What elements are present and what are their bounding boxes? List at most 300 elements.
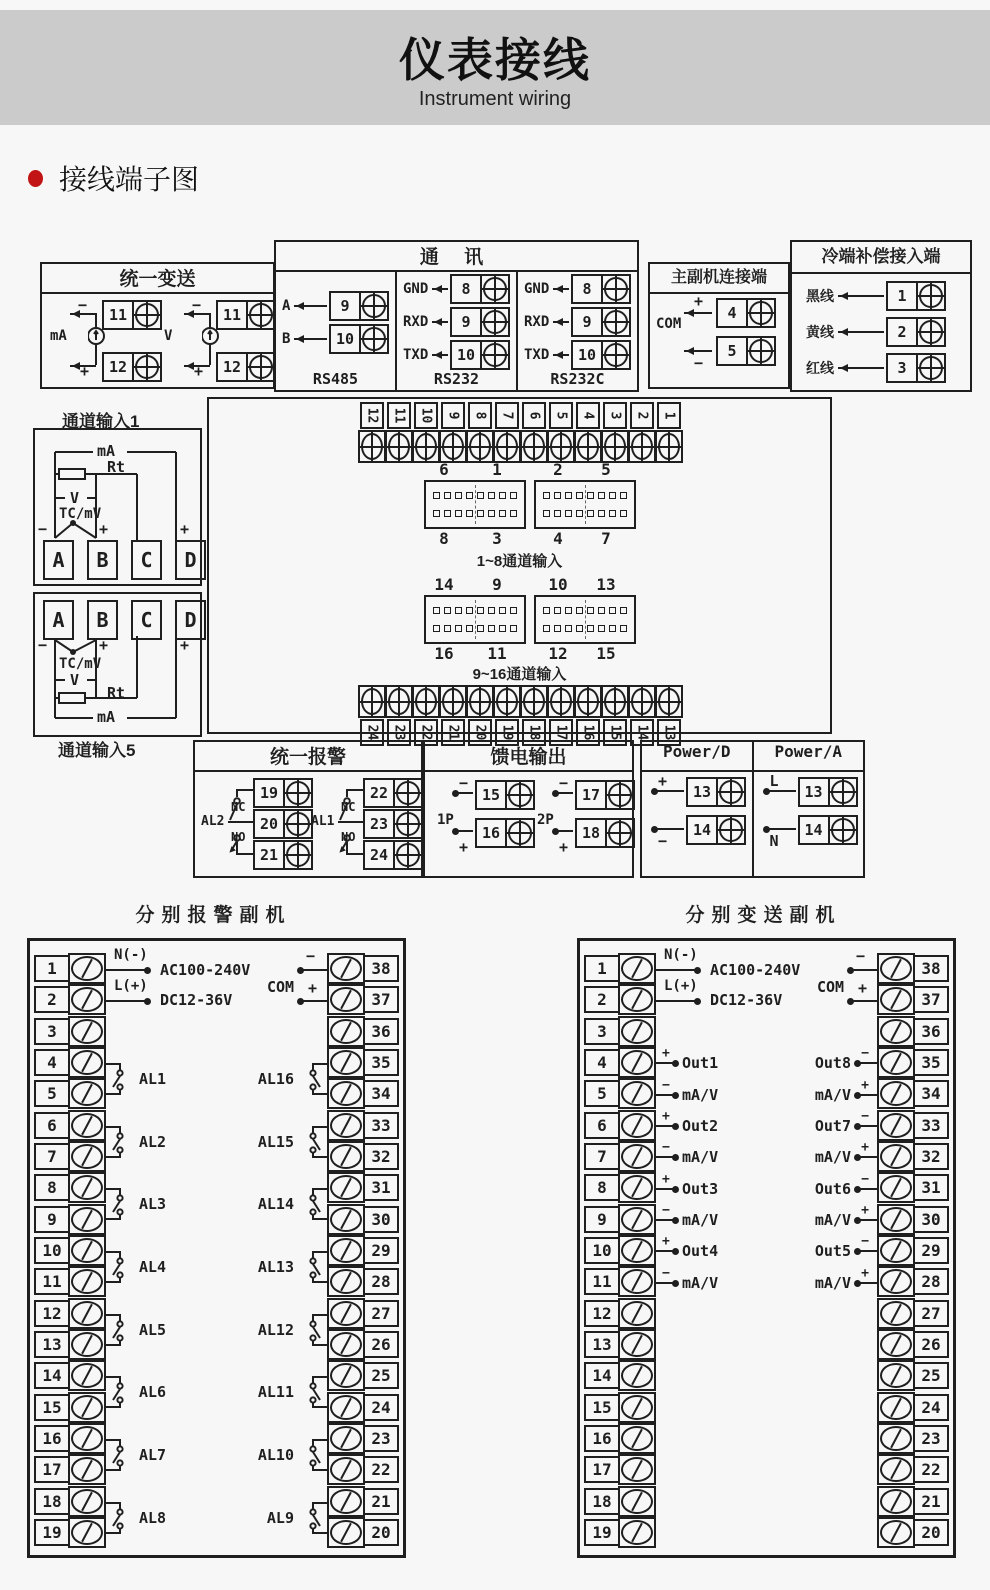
relay-name: AL4 <box>139 1257 167 1276</box>
sign-minus: − <box>856 947 866 965</box>
terminal-number: 18 <box>577 820 607 846</box>
terminal-number: 32 <box>363 1143 399 1170</box>
pin-number: 12 <box>548 644 568 663</box>
pin-number: 8 <box>439 529 449 548</box>
section-heading <box>28 158 199 198</box>
terminal-number: 19 <box>34 1519 70 1546</box>
screw-icon <box>918 283 944 309</box>
transmit-slave-title: 分别变送副机 <box>685 905 842 926</box>
screw-icon <box>618 953 656 984</box>
output-row <box>656 1267 766 1298</box>
transmit-group-label: mA <box>50 328 67 344</box>
strip-terminal <box>656 685 681 746</box>
power-columns <box>642 742 863 876</box>
input-terminal: D <box>175 600 206 640</box>
terminal-number: 35 <box>363 1049 399 1076</box>
screw-icon <box>466 430 494 463</box>
terminal-row <box>34 1235 106 1266</box>
feed-output-box <box>423 740 634 878</box>
output-unit: mA/V <box>682 1273 719 1292</box>
ac-label: AC100-240V <box>710 961 801 979</box>
terminal-number: 10 <box>573 342 603 368</box>
unified-alarm-title: 统一报警 <box>195 742 421 772</box>
terminal-row <box>327 1235 399 1266</box>
terminal-number: 8 <box>452 276 482 302</box>
terminal <box>329 324 389 354</box>
screw-icon <box>877 1078 915 1109</box>
screw-icon <box>618 1486 656 1517</box>
screw-icon <box>327 1454 365 1485</box>
power-column <box>754 742 864 876</box>
terminal-number: 9 <box>331 293 361 319</box>
terminal-row <box>584 1078 656 1109</box>
dc-label: DC12-36V <box>710 991 783 1009</box>
screw-icon <box>412 685 440 718</box>
connector-labels <box>424 575 634 593</box>
terminal-number: 8 <box>34 1174 70 1201</box>
pin-number: 10 <box>548 575 568 594</box>
wire <box>656 1282 676 1284</box>
relay <box>255 1366 327 1418</box>
sign-plus: + <box>99 636 109 654</box>
terminal <box>363 778 423 808</box>
screw-icon <box>68 1266 106 1297</box>
com-label: COM <box>817 978 845 996</box>
terminal-number: 24 <box>913 1394 949 1421</box>
wire <box>766 790 796 792</box>
strip-terminal <box>467 685 492 746</box>
terminal <box>575 780 635 810</box>
terminal-number: 17 <box>34 1456 70 1483</box>
terminal-number: 14 <box>584 1362 620 1389</box>
screw-icon <box>877 953 915 984</box>
output-row <box>656 1204 766 1235</box>
connector-labels <box>424 644 634 662</box>
wire <box>455 830 473 832</box>
strip-terminal <box>359 685 384 746</box>
terminal-number: 19 <box>495 719 519 746</box>
screw-icon <box>248 302 274 328</box>
terminal-number: 21 <box>441 719 465 746</box>
strip-terminal <box>656 402 681 463</box>
screw-icon <box>248 354 274 380</box>
terminal-number: 9 <box>584 1206 620 1233</box>
relay-name: AL2 <box>139 1132 167 1151</box>
terminal-number: 2 <box>888 319 918 345</box>
input-terminal: C <box>131 540 162 580</box>
terminal-row <box>584 984 656 1015</box>
screw-icon <box>618 1266 656 1297</box>
output-row <box>656 1173 766 1204</box>
chan1-wiring <box>35 430 200 542</box>
terminal-number: 12 <box>218 354 248 380</box>
terminal-row <box>877 1329 949 1360</box>
screw-icon <box>547 685 575 718</box>
pin-header <box>534 480 636 529</box>
strip-terminal <box>413 685 438 746</box>
terminal-row <box>584 1392 656 1423</box>
screw-icon <box>718 817 744 843</box>
wire <box>656 1250 676 1252</box>
output-name: Out3 <box>682 1179 719 1198</box>
bottom-terminal-strip <box>359 685 683 746</box>
pin-number: 9 <box>492 575 502 594</box>
pin-number: 14 <box>434 575 454 594</box>
screw-icon <box>618 1016 656 1047</box>
v-label: V <box>70 671 80 689</box>
sign-minus: − <box>38 636 48 654</box>
screw-icon <box>618 1298 656 1329</box>
screw-icon <box>327 984 365 1015</box>
terminal-row <box>327 984 399 1015</box>
v-label: V <box>70 489 80 507</box>
screw-icon <box>412 430 440 463</box>
terminal-number: 18 <box>34 1488 70 1515</box>
output-block <box>656 1173 766 1236</box>
comm-row <box>403 341 510 369</box>
relay <box>106 1241 169 1293</box>
relay-contact-symbol <box>297 1116 327 1168</box>
terminal-number: 12 <box>34 1300 70 1327</box>
terminal-number: 2 <box>584 986 620 1013</box>
output-row <box>767 1110 877 1141</box>
wire <box>553 321 569 323</box>
pin-number: 16 <box>434 644 454 663</box>
wire <box>656 1094 676 1096</box>
terminal-number: 3 <box>34 1018 70 1045</box>
screw-icon <box>493 685 521 718</box>
chan5-box <box>33 592 202 737</box>
screw-icon <box>68 1392 106 1423</box>
wire <box>106 969 148 971</box>
screw-icon <box>68 1016 106 1047</box>
terminal <box>686 815 746 845</box>
chan1-terminals <box>43 540 206 580</box>
relay-name: AL1 <box>311 814 335 829</box>
sign-top: − <box>861 1108 869 1124</box>
terminal <box>571 340 631 370</box>
sign-minus: − <box>38 520 48 538</box>
ma-label: mA <box>97 442 116 460</box>
relay <box>255 1116 327 1168</box>
terminal-number: 20 <box>468 719 492 746</box>
sign-bottom: + <box>861 1202 869 1218</box>
screw-icon <box>327 1298 365 1329</box>
l-label: L(+) <box>664 978 698 994</box>
relay-name: AL10 <box>257 1445 294 1464</box>
com-label: COM <box>656 316 682 332</box>
output-row <box>656 1235 766 1266</box>
terminal-number: 18 <box>584 1488 620 1515</box>
terminal-number: 10 <box>584 1237 620 1264</box>
terminal-number: 1 <box>34 955 70 982</box>
terminal-number: 19 <box>584 1519 620 1546</box>
terminal-number: 30 <box>913 1206 949 1233</box>
screw-icon <box>655 430 683 463</box>
terminal-number: 14 <box>688 817 718 843</box>
screw-icon <box>68 1235 106 1266</box>
ma-label: mA <box>97 708 116 726</box>
screw-icon <box>618 1423 656 1454</box>
terminal-number: 23 <box>365 811 395 837</box>
screw-icon <box>134 354 160 380</box>
com-label: COM <box>267 978 295 996</box>
terminal-number: 11 <box>34 1268 70 1295</box>
relay <box>264 1492 327 1544</box>
terminal-number: 28 <box>363 1268 399 1295</box>
screw-icon <box>877 1141 915 1172</box>
comm-protocol-name: RS232C <box>550 370 605 388</box>
terminal-number: 14 <box>34 1362 70 1389</box>
relay <box>255 1429 327 1481</box>
terminal-number: 9 <box>452 309 482 335</box>
terminal-number: 25 <box>363 1362 399 1389</box>
output-row <box>767 1204 877 1235</box>
screw-icon <box>520 430 548 463</box>
output-row <box>656 1079 766 1110</box>
cold-comp-row <box>806 354 962 382</box>
terminal-number: 9 <box>573 309 603 335</box>
output-unit: mA/V <box>814 1273 851 1292</box>
output-name: Out1 <box>682 1054 719 1073</box>
relay-contact-symbol <box>106 1053 136 1105</box>
terminal-number: 22 <box>913 1456 949 1483</box>
terminal-number: 23 <box>387 719 411 746</box>
relay <box>106 1366 169 1418</box>
sign-bottom: − <box>658 832 668 850</box>
screw-icon <box>68 1360 106 1391</box>
terminal-row <box>34 1517 106 1548</box>
output-unit: mA/V <box>814 1210 851 1229</box>
relay-contact-symbol <box>106 1178 136 1230</box>
terminal-number: 12 <box>584 1300 620 1327</box>
terminal-row <box>34 1141 106 1172</box>
cold-comp-row <box>806 282 962 310</box>
terminal <box>798 777 858 807</box>
terminal <box>886 353 946 383</box>
screw-icon <box>68 1454 106 1485</box>
terminal-row <box>34 953 106 984</box>
strip-terminal <box>440 402 465 463</box>
screw-icon <box>618 1517 656 1548</box>
sign-plus: + <box>559 838 569 856</box>
terminal-row <box>34 1423 106 1454</box>
screw-icon <box>358 685 386 718</box>
relay <box>106 1116 169 1168</box>
terminal-number: 26 <box>913 1331 949 1358</box>
wire <box>684 312 712 314</box>
terminal-row <box>34 1329 106 1360</box>
terminal-number: 25 <box>913 1362 949 1389</box>
sign-plus: + <box>459 838 469 856</box>
relay <box>106 1304 169 1356</box>
screw-icon <box>655 685 683 718</box>
screw-icon <box>285 780 311 806</box>
signal-label: A <box>282 297 291 314</box>
screw-icon <box>877 984 915 1015</box>
cold-comp-title: 冷端补偿接入端 <box>792 242 970 274</box>
output-name: Out4 <box>682 1242 719 1261</box>
terminal-row <box>877 1392 949 1423</box>
page-title: 仪表接线 <box>399 34 591 86</box>
wire <box>857 1219 877 1221</box>
comm-box <box>274 240 639 392</box>
terminal-number: 5 <box>584 1080 620 1107</box>
terminal-number: 11 <box>584 1268 620 1295</box>
screw-icon <box>618 1141 656 1172</box>
screw-icon <box>327 1141 365 1172</box>
screw-icon <box>285 842 311 868</box>
terminal-number: 12 <box>104 354 134 380</box>
wire <box>857 1188 877 1190</box>
terminal-number: 38 <box>363 955 399 982</box>
transmit-group-label: V <box>164 328 173 344</box>
screw-icon <box>68 953 106 984</box>
sign-bottom: − <box>662 1265 670 1281</box>
pin-header <box>424 480 526 529</box>
relay-name: AL2 <box>201 814 225 829</box>
terminal <box>216 352 276 382</box>
screw-icon <box>327 1235 365 1266</box>
output-row <box>767 1235 877 1266</box>
nc-label: NC <box>341 800 356 814</box>
screw-icon <box>68 1204 106 1235</box>
terminal-row <box>584 1110 656 1141</box>
screw-icon <box>395 842 421 868</box>
wire <box>294 305 327 307</box>
terminal-number: 13 <box>657 719 681 746</box>
terminal-row <box>327 1454 399 1485</box>
terminal <box>686 777 746 807</box>
group2-caption: 9~16通道输入 <box>472 666 567 683</box>
screw-icon <box>439 430 467 463</box>
terminal-number: 22 <box>414 719 438 746</box>
terminal-number: 6 <box>522 402 546 429</box>
strip-terminal <box>386 402 411 463</box>
terminal-row <box>584 1517 656 1548</box>
terminal-number: 28 <box>913 1268 949 1295</box>
terminal <box>475 818 535 848</box>
screw-icon <box>618 1078 656 1109</box>
wire <box>838 295 884 297</box>
screw-icon <box>68 1047 106 1078</box>
no-label: NO <box>231 830 246 844</box>
terminal-number: 29 <box>913 1237 949 1264</box>
sign-plus: + <box>194 362 204 380</box>
relay-contact-symbol <box>297 1241 327 1293</box>
sign-plus: + <box>308 979 318 997</box>
terminal-number: 6 <box>34 1112 70 1139</box>
screw-icon <box>327 1517 365 1548</box>
output-block <box>656 1047 766 1110</box>
terminal-row <box>877 953 949 984</box>
wire <box>656 969 698 971</box>
screw-icon <box>439 685 467 718</box>
terminal <box>716 298 776 328</box>
terminal <box>571 307 631 337</box>
pin-number: 4 <box>553 529 563 548</box>
terminal-row <box>877 1141 949 1172</box>
n-label: N(-) <box>664 947 698 963</box>
screw-icon <box>574 685 602 718</box>
screw-icon <box>507 820 533 846</box>
terminal-row <box>327 1329 399 1360</box>
transmit-group <box>50 296 158 380</box>
wire <box>857 1156 877 1158</box>
terminal-row <box>584 1266 656 1297</box>
terminal-row <box>327 1078 399 1109</box>
terminal-row <box>327 1298 399 1329</box>
screw-icon <box>877 1517 915 1548</box>
terminal-row <box>877 1266 949 1297</box>
screw-icon <box>327 1486 365 1517</box>
strip-terminal <box>359 402 384 463</box>
screw-icon <box>327 1078 365 1109</box>
relay <box>255 1241 327 1293</box>
wire <box>555 830 573 832</box>
terminal-row <box>327 1204 399 1235</box>
output-block <box>767 1110 877 1173</box>
relay-contact-symbol <box>297 1053 327 1105</box>
screw-icon <box>877 1110 915 1141</box>
terminal-number: 8 <box>468 402 492 429</box>
relay-contact-symbol <box>106 1241 136 1293</box>
relay-name: AL1 <box>139 1069 167 1088</box>
signal-label: RXD <box>403 314 429 330</box>
wire <box>656 1219 676 1221</box>
relay-name: AL11 <box>257 1383 294 1402</box>
terminal <box>886 317 946 347</box>
terminal-number: 7 <box>495 402 519 429</box>
pin-number: 2 <box>553 460 563 479</box>
input-terminal: C <box>131 600 162 640</box>
screw-icon <box>361 293 387 319</box>
screw-icon <box>68 1486 106 1517</box>
screw-icon <box>618 1392 656 1423</box>
terminal-number: 21 <box>255 842 285 868</box>
terminal-number: 1 <box>888 283 918 309</box>
terminal-number: 5 <box>549 402 573 429</box>
wire <box>857 1094 877 1096</box>
screw-icon <box>618 1329 656 1360</box>
terminal-row <box>584 1329 656 1360</box>
wire <box>838 331 884 333</box>
screw-icon <box>918 319 944 345</box>
terminal-row <box>327 1141 399 1172</box>
terminal-number: 9 <box>34 1206 70 1233</box>
pin-header <box>424 595 526 644</box>
relay-name: AL3 <box>139 1195 167 1214</box>
sign-top: − <box>861 1234 869 1250</box>
wire <box>857 1062 877 1064</box>
transmit-slave-right-terminals <box>877 953 949 1548</box>
power-column-title: Power/D <box>642 742 752 772</box>
sign-bottom: N <box>769 832 779 850</box>
terminal-number: 11 <box>104 302 134 328</box>
relay-contact-symbol <box>297 1429 327 1481</box>
sign-minus: − <box>306 947 316 965</box>
input-terminal: B <box>87 540 118 580</box>
cold-comp-row <box>806 318 962 346</box>
terminal-row <box>877 1517 949 1548</box>
screw-icon <box>877 1016 915 1047</box>
terminal <box>475 780 535 810</box>
wire <box>850 969 877 971</box>
screw-icon <box>68 1110 106 1141</box>
terminal-row <box>327 1016 399 1047</box>
terminal <box>253 778 313 808</box>
terminal-number: 16 <box>584 1425 620 1452</box>
